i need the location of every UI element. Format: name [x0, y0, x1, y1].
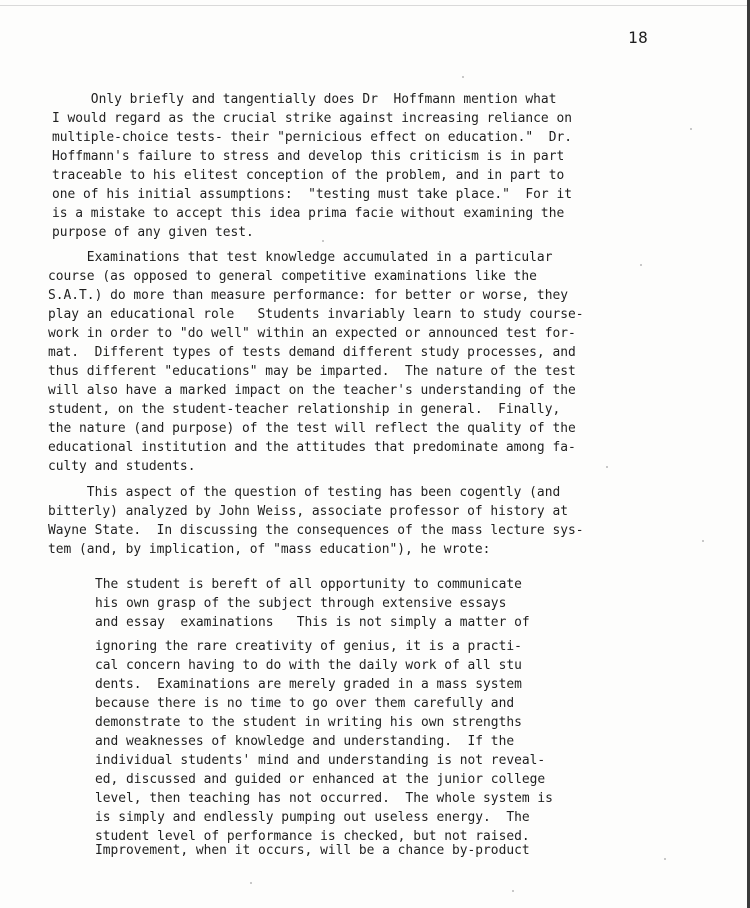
scan-speck — [664, 858, 666, 860]
text-line: cal concern having to do with the daily work of all stu — [95, 658, 522, 673]
text-line: and essay examinations This is not simply a matter of — [95, 615, 530, 630]
text-line: the nature (and purpose) of the test will reflect the quality of the — [48, 421, 576, 436]
text-line: ed, discussed and guided or enhanced at the junior college — [95, 772, 546, 787]
text-line: play an educational role Students invariably learn to study course- — [48, 307, 584, 322]
text-line: individual students' mind and understanding is not reveal- — [95, 753, 546, 768]
text-line: mat. Different types of tests demand different study processes, and — [48, 345, 576, 360]
text-line: thus different "educations" may be imparted. The nature of the test — [48, 364, 576, 379]
text-line: Improvement, when it occurs, will be a chance by-product — [95, 843, 530, 858]
text-line: ignoring the rare creativity of genius, it is a practi- — [95, 639, 522, 654]
text-line: and weaknesses of knowledge and understanding. If the — [95, 734, 515, 749]
text-line: This aspect of the question of testing has been cogently (and — [48, 485, 561, 500]
scan-speck — [690, 128, 692, 130]
text-line: work in order to "do well" within an expected or announced test for- — [48, 326, 576, 341]
text-line: Hoffmann's failure to stress and develop this criticism is in part — [52, 149, 565, 164]
text-line: because there is no time to go over them carefully and — [95, 696, 515, 711]
text-line: level, then teaching has not occurred. The whole system is — [95, 791, 553, 806]
paragraph-3 — [48, 483, 584, 559]
text-line: culty and students. — [48, 459, 196, 474]
text-line: student, on the student-teacher relationship in general. Finally, — [48, 402, 561, 417]
text-line: student level of performance is checked, but not raised. — [95, 829, 530, 844]
scan-speck — [250, 882, 252, 884]
block-quote-part-1 — [95, 575, 530, 632]
text-line: is a mistake to accept this idea prima facie without examining the — [52, 206, 565, 221]
text-line: multiple-choice tests- their "pernicious effect on education." Dr. — [52, 130, 572, 145]
scan-top-edge — [0, 5, 750, 6]
text-line: S.A.T.) do more than measure performance: for better or worse, they — [48, 288, 568, 303]
block-quote-part-2 — [95, 637, 553, 846]
page-number: 18 — [628, 28, 649, 47]
text-line: is simply and endlessly pumping out useless energy. The — [95, 810, 530, 825]
scan-speck — [702, 540, 704, 542]
text-line: traceable to his elitest conception of the problem, and in part to — [52, 168, 565, 183]
text-line: educational institution and the attitudes that predominate among fa- — [48, 440, 576, 455]
scan-speck — [322, 240, 324, 242]
text-line: tem (and, by implication, of "mass education"), he wrote: — [48, 542, 491, 557]
text-line: will also have a marked impact on the teacher's understanding of the — [48, 383, 576, 398]
text-line: dents. Examinations are merely graded in a mass system — [95, 677, 522, 692]
text-line: Wayne State. In discussing the consequences of the mass lecture sys- — [48, 523, 584, 538]
text-line: demonstrate to the student in writing his own strengths — [95, 715, 522, 730]
text-line: course (as opposed to general competitive examinations like the — [48, 269, 537, 284]
text-line: Examinations that test knowledge accumulated in a particular — [48, 250, 553, 265]
text-line: one of his initial assumptions: "testing must take place." For it — [52, 187, 572, 202]
scan-speck — [640, 264, 642, 266]
text-line: purpose of any given test. — [52, 225, 254, 240]
scan-speck — [462, 76, 464, 78]
text-line: The student is bereft of all opportunity to communicate — [95, 577, 522, 592]
block-quote-part-3 — [95, 841, 530, 860]
scan-speck — [606, 466, 608, 468]
text-line: I would regard as the crucial strike against increasing reliance on — [52, 111, 572, 126]
scan-speck — [512, 890, 514, 892]
text-line: bitterly) analyzed by John Weiss, associate professor of history at — [48, 504, 568, 519]
paragraph-2 — [48, 248, 584, 476]
text-line: his own grasp of the subject through extensive essays — [95, 596, 507, 611]
paragraph-1 — [52, 90, 572, 242]
text-line: Only briefly and tangentially does Dr Hoffmann mention what — [52, 92, 557, 107]
